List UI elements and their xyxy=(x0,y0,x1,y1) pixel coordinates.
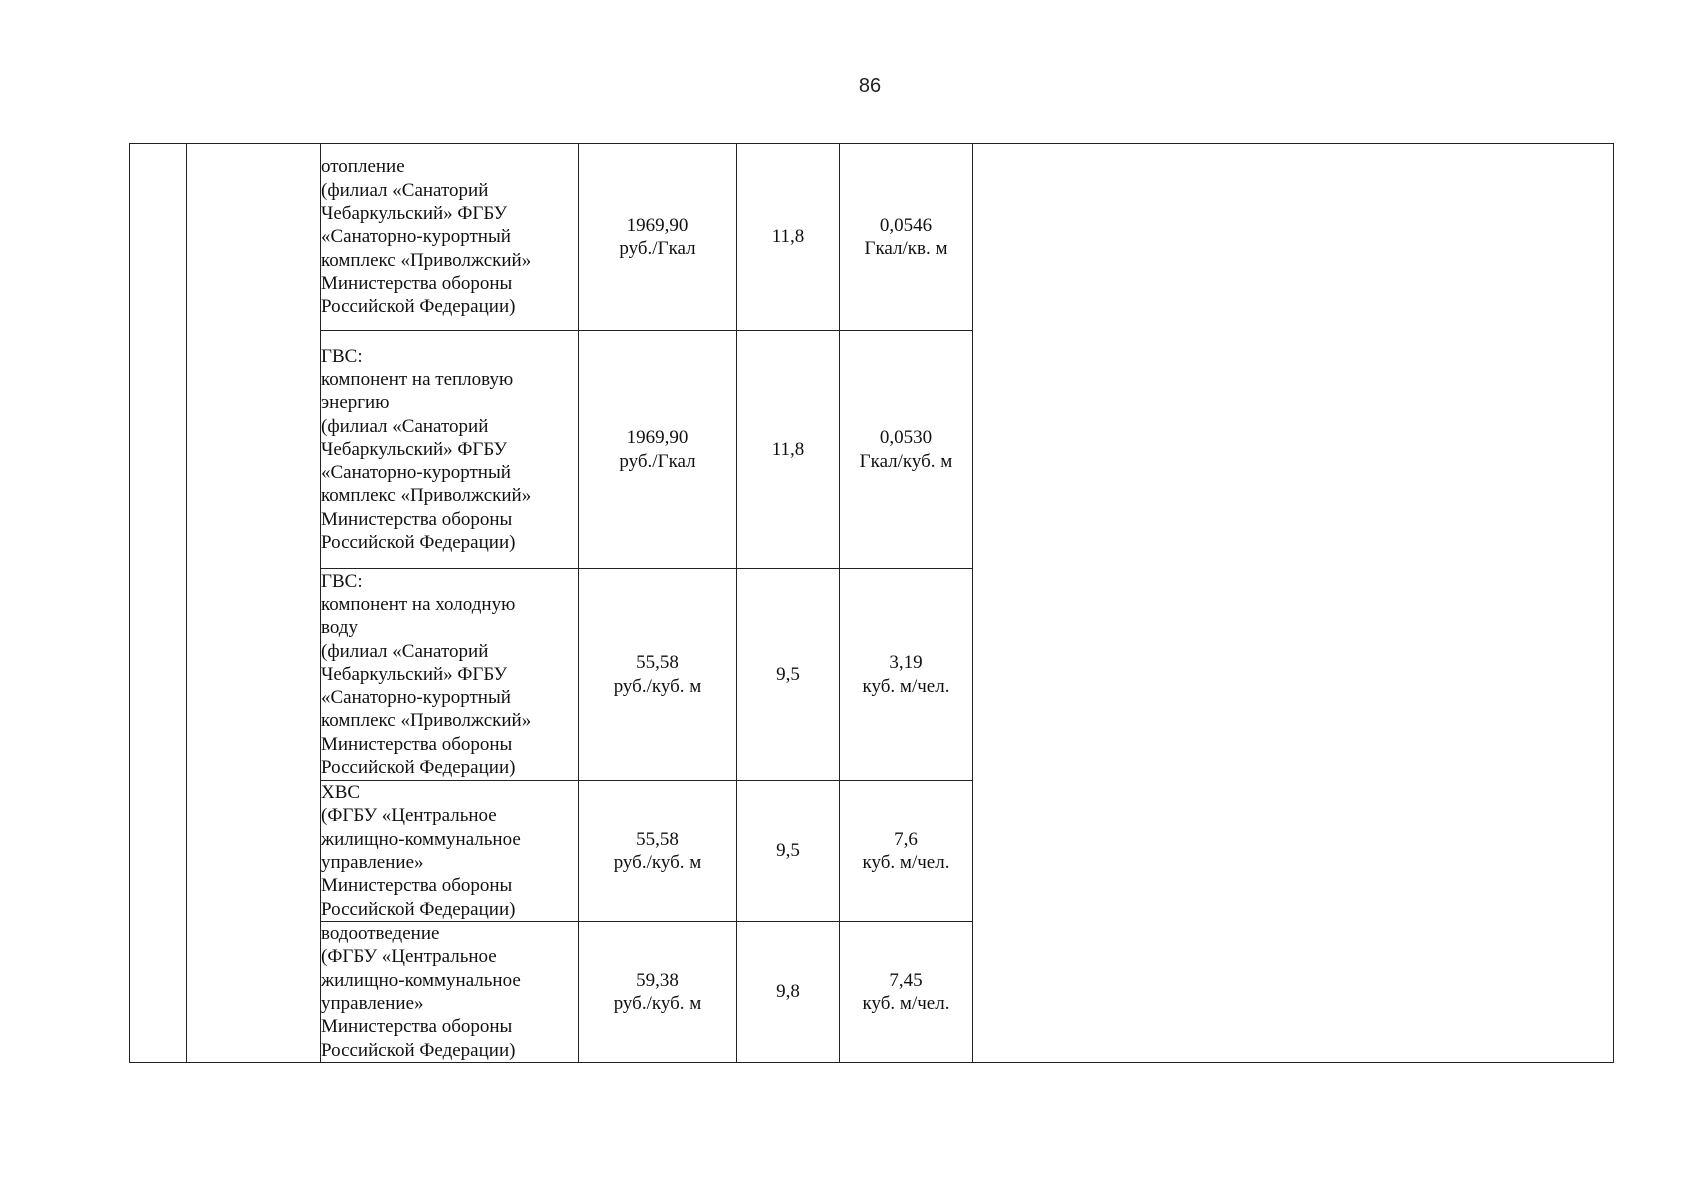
service-line: «Санаторно-курортный xyxy=(321,462,511,484)
norm-value: 7,6 xyxy=(894,828,918,850)
notes-cell xyxy=(973,144,1614,1063)
indicator-cell: 9,5 xyxy=(737,569,840,781)
service-line: (филиал «Санаторий xyxy=(321,640,489,662)
tariff-cell xyxy=(579,781,737,922)
service-line: управление» xyxy=(321,993,424,1014)
service-line: (филиал «Санаторий xyxy=(321,415,489,437)
tariff-unit: руб./Гкал xyxy=(619,450,696,472)
service-cell xyxy=(321,569,579,781)
service-line: Министерства обороны xyxy=(321,875,513,897)
tariff-cell xyxy=(579,331,737,569)
norm-cell xyxy=(840,922,973,1063)
tariff-unit: руб./куб. м xyxy=(613,852,702,873)
norm-unit: куб. м/чел. xyxy=(862,675,950,697)
page-number: 86 xyxy=(858,75,882,97)
tariff-value: 55,58 xyxy=(636,652,679,674)
service-line: Министерства обороны xyxy=(321,508,513,530)
service-line: Российской Федерации) xyxy=(321,296,516,318)
tariff-value: 1969,90 xyxy=(626,214,689,236)
tariff-unit: руб./куб. м xyxy=(613,993,702,1014)
service-line: Российской Федерации) xyxy=(321,1039,516,1061)
tariff-unit: руб./куб. м xyxy=(613,675,702,697)
service-line: ХВС xyxy=(321,782,361,804)
tariff-table xyxy=(129,143,1614,1063)
service-line: жилищно-коммунальное xyxy=(321,828,521,850)
service-line: управление» xyxy=(321,852,424,873)
indicator-cell: 9,5 xyxy=(737,781,840,922)
service-line: Министерства обороны xyxy=(321,1016,513,1038)
service-line: Российской Федерации) xyxy=(321,757,516,779)
tariff-value: 55,58 xyxy=(636,828,679,850)
service-cell xyxy=(321,781,579,922)
service-line: жилищно-коммунальное xyxy=(321,969,521,991)
service-line: водоотведение xyxy=(321,923,440,945)
service-line: «Санаторно-курортный xyxy=(321,687,511,709)
tariff-value: 59,38 xyxy=(636,969,679,991)
tariff-cell xyxy=(579,922,737,1063)
service-line: Чебаркульский» ФГБУ xyxy=(321,203,508,225)
service-line: (ФГБУ «Центральное xyxy=(321,805,497,827)
norm-cell xyxy=(840,781,973,922)
service-line: ГВС: xyxy=(321,345,363,367)
row-number-cell xyxy=(130,144,187,1063)
norm-unit: Гкал/куб. м xyxy=(859,450,953,472)
indicator-cell: 11,8 xyxy=(737,144,840,331)
indicator-cell: 9,8 xyxy=(737,922,840,1063)
norm-unit: куб. м/чел. xyxy=(862,993,950,1014)
service-cell xyxy=(321,331,579,569)
table-row xyxy=(130,144,1614,331)
service-line: отопление xyxy=(321,156,405,178)
service-line: компонент на холодную xyxy=(321,593,516,615)
service-line: (филиал «Санаторий xyxy=(321,179,489,201)
service-line: Чебаркульский» ФГБУ xyxy=(321,663,508,685)
norm-cell xyxy=(840,331,973,569)
service-line: компонент на тепловую xyxy=(321,368,514,390)
service-line: Министерства обороны xyxy=(321,272,513,294)
service-line: Российской Федерации) xyxy=(321,532,516,554)
norm-cell xyxy=(840,144,973,331)
norm-cell xyxy=(840,569,973,781)
norm-value: 3,19 xyxy=(889,652,923,674)
tariff-value: 1969,90 xyxy=(626,427,689,449)
norm-unit: Гкал/кв. м xyxy=(864,238,948,259)
service-line: энергию xyxy=(321,392,390,414)
service-line: воду xyxy=(321,617,358,639)
indicator-cell: 11,8 xyxy=(737,331,840,569)
service-line: Министерства обороны xyxy=(321,733,513,755)
tariff-cell xyxy=(579,569,737,781)
tariff-unit: руб./Гкал xyxy=(619,238,696,259)
service-line: Российской Федерации) xyxy=(321,898,516,920)
norm-unit: куб. м/чел. xyxy=(862,852,950,873)
service-line: ГВС: xyxy=(321,570,363,592)
norm-value: 7,45 xyxy=(889,969,923,991)
norm-value: 0,0530 xyxy=(879,427,933,449)
tariff-cell xyxy=(579,144,737,331)
service-line: комплекс «Приволжский» xyxy=(321,249,532,271)
service-cell xyxy=(321,144,579,331)
name-cell xyxy=(187,144,321,1063)
service-line: комплекс «Приволжский» xyxy=(321,710,532,732)
service-cell xyxy=(321,922,579,1063)
service-line: «Санаторно-курортный xyxy=(321,226,511,248)
service-line: Чебаркульский» ФГБУ xyxy=(321,438,508,460)
service-line: комплекс «Приволжский» xyxy=(321,485,532,507)
norm-value: 0,0546 xyxy=(879,214,933,236)
service-line: (ФГБУ «Центральное xyxy=(321,946,497,968)
